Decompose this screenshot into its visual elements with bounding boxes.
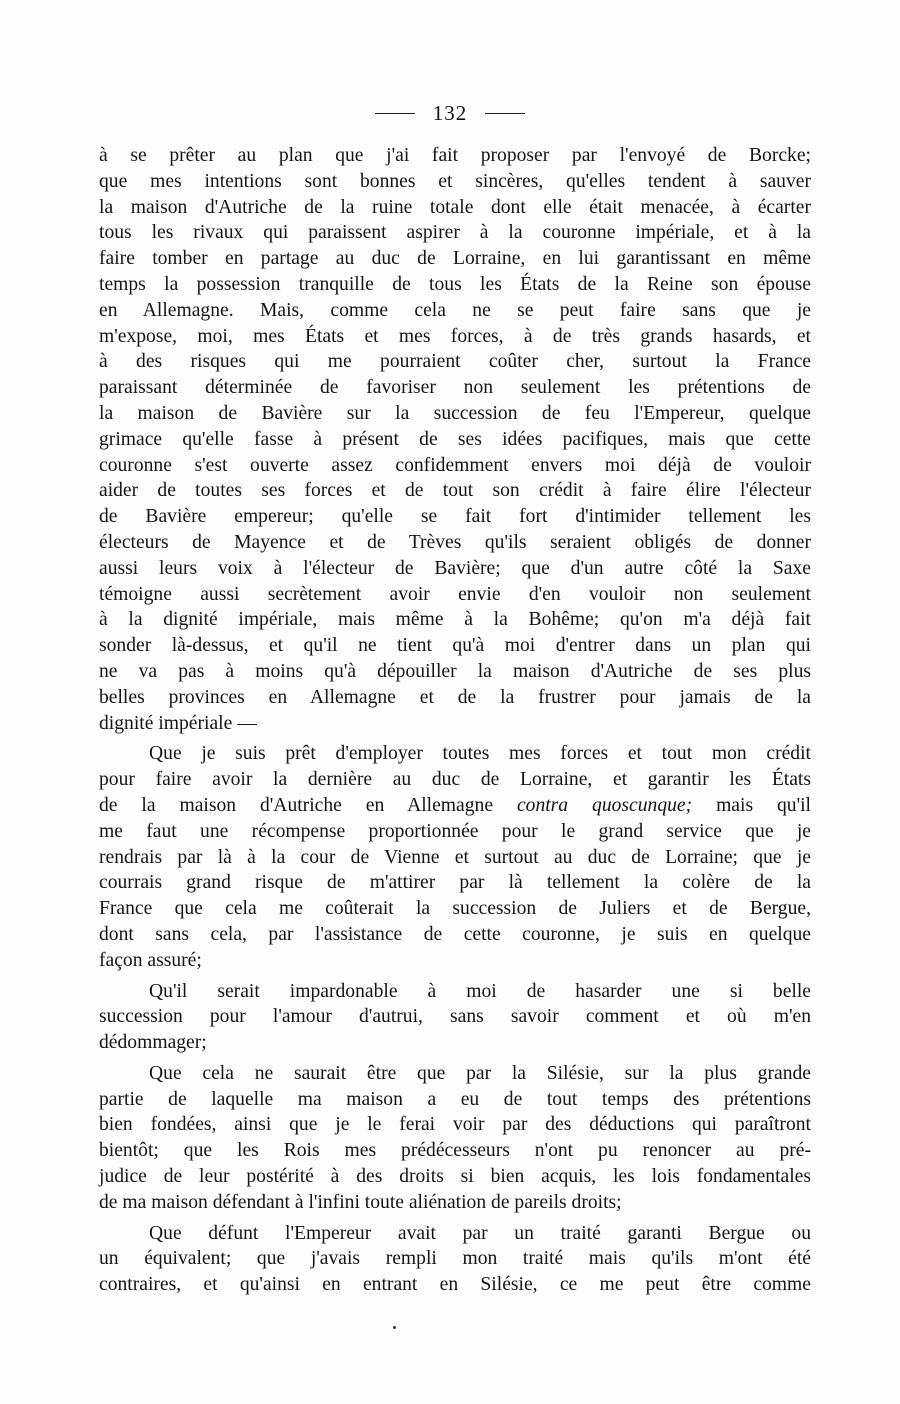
text-line: dont sans cela, par l'assistance de cette couronne, je suis en quelque — [99, 923, 811, 945]
text-line: de Bavière empereur; qu'elle se fait fort d'intimider tellement les — [99, 506, 811, 528]
text-line: contraires, et qu'ainsi en entrant en Silésie, ce me peut être comme — [99, 1274, 811, 1296]
page-number: 132 — [432, 100, 468, 125]
text-line: ne va pas à moins qu'à dépouiller la maison d'Autriche de ses plus — [99, 660, 811, 682]
text-line: paraissant déterminée de favoriser non seulement les prétentions de — [99, 377, 811, 399]
text-line: à des risques qui me pourraient coûter cher, surtout la France — [99, 351, 811, 373]
italic-phrase: contra quoscunque; — [516, 794, 693, 816]
text-line: aussi leurs voix à l'électeur de Bavière; que d'un autre côté la Saxe — [99, 557, 811, 579]
text-line: Que je suis prêt d'employer toutes mes forces et tout mon crédit — [149, 743, 811, 765]
text-line: m'expose, moi, mes États et mes forces, à de très grands hasards, et — [99, 325, 811, 347]
text-line: rendrais par là à la cour de Vienne et surtout au duc de Lorraine; que je — [99, 846, 811, 868]
text-line: grimace qu'elle fasse à présent de ses idées pacifiques, mais que cette — [99, 428, 811, 450]
running-head — [0, 98, 900, 128]
text-line: sonder là-dessus, et qu'il ne tient qu'à moi d'entrer dans un plan qui — [99, 635, 811, 657]
paragraph — [99, 1061, 811, 1216]
text-line: pour faire avoir la dernière au duc de Lorraine, et garantir les États — [99, 769, 811, 791]
text-line: me faut une récompense proportionnée pour le grand service que je — [99, 820, 811, 842]
text-line: tous les rivaux qui paraissent aspirer à la couronne impériale, et à la — [99, 222, 811, 244]
paragraph — [99, 741, 811, 973]
text-line: en Allemagne. Mais, comme cela ne se peut faire sans que je — [99, 299, 811, 321]
text-line: dédommager; — [99, 1032, 207, 1054]
text-line: belles provinces en Allemagne et de la frustrer pour jamais de la — [99, 686, 811, 708]
text-line: bientôt; que les Rois mes prédécesseurs n'ont pu renoncer au pré- — [99, 1140, 811, 1162]
text-line: bien fondées, ainsi que je le ferai voir par des déductions qui paraîtront — [99, 1114, 811, 1136]
right-rule — [485, 113, 525, 114]
left-rule — [375, 113, 415, 114]
paragraph — [99, 979, 811, 1056]
ink-speck — [393, 1326, 396, 1329]
text-line: partie de laquelle ma maison a eu de tout temps des prétentions — [99, 1088, 811, 1110]
text-line: Que défunt l'Empereur avait par un traité garanti Bergue ou — [149, 1222, 811, 1244]
text-line: faire tomber en partage au duc de Lorraine, en lui garantissant en même — [99, 248, 811, 270]
text-line: France que cela me coûterait la succession de Juliers et de Bergue, — [99, 898, 811, 920]
text-line: façon assuré; — [99, 949, 202, 971]
text-line: Qu'il serait impardonable à moi de hasarder une si belle — [149, 980, 811, 1002]
text-line: de ma maison défendant à l'infini toute aliénation de pareils droits; — [99, 1191, 622, 1213]
text-line: électeurs de Mayence et de Trèves qu'ils seraient obligés de donner — [99, 531, 811, 553]
text-line: couronne s'est ouverte assez confidemment envers moi déjà de vouloir — [99, 454, 811, 476]
text-line: que mes intentions sont bonnes et sincères, qu'elles tendent à sauver — [99, 170, 811, 192]
text-line: succession pour l'amour d'autrui, sans savoir comment et où m'en — [99, 1006, 811, 1028]
text-line: aider de toutes ses forces et de tout son crédit à faire élire l'électeur — [99, 480, 811, 502]
text-line: de la maison d'Autriche en Allemagne contra quoscunque; mais qu'il — [99, 794, 811, 816]
text-line: judice de leur postérité à des droits si bien acquis, les lois fondamentales — [99, 1166, 811, 1188]
text-line: Que cela ne saurait être que par la Silésie, sur la plus grande — [149, 1062, 811, 1084]
text-line: à la dignité impériale, mais même à la Bohême; qu'on m'a déjà fait — [99, 609, 811, 631]
text-line: la maison de Bavière sur la succession de feu l'Empereur, quelque — [99, 402, 811, 424]
text-line: temps la possession tranquille de tous les États de la Reine son épouse — [99, 273, 811, 295]
paragraph — [99, 143, 811, 736]
text-line: la maison d'Autriche de la ruine totale dont elle était menacée, à écarter — [99, 196, 811, 218]
text-line: dignité impériale — — [99, 712, 257, 734]
text-line: un équivalent; que j'avais rempli mon traité mais qu'ils m'ont été — [99, 1248, 811, 1270]
paragraph — [99, 1221, 811, 1298]
text-line: témoigne aussi secrètement avoir envie d'en vouloir non seulement — [99, 583, 811, 605]
text-line: à se prêter au plan que j'ai fait proposer par l'envoyé de Borcke; — [99, 145, 811, 166]
text-line: courrais grand risque de m'attirer par là tellement la colère de la — [99, 872, 811, 894]
body-text — [99, 143, 811, 1298]
